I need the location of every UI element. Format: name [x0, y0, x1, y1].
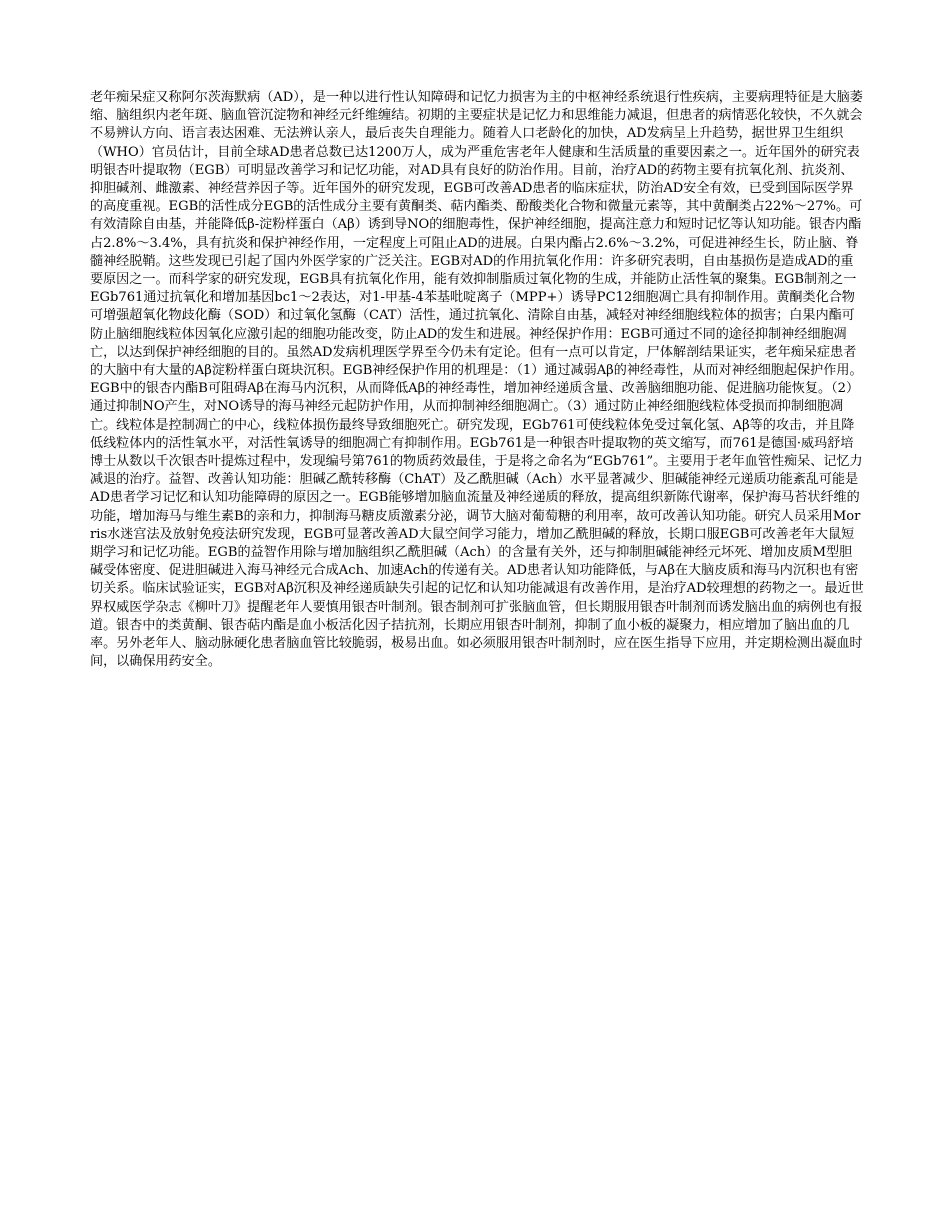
body-paragraph: 老年痴呆症又称阿尔茨海默病（AD），是一种以进行性认知障碍和记忆力损害为主的中枢神经系统退行性疾病，主要病理特征是大脑萎缩、脑组织内老年斑、脑血管沉淀物和神经元纤维缠结。初期的主要症状是记忆力和思维能力减退，但患者的病情恶化较快，不久就会不易辨认方向、语言表达困难、无法辨认亲人，最后丧失自理能力。随着人口老龄化的加快，AD发病呈上升趋势，据世界卫生组织（WHO）官员估计，目前全球AD患者总数已达1200万人，成为严重危害老年人健康和生活质量的重要因素之一。近年国外的研究表明银杏叶提取物（EGB）可明显改善学习和记忆功能，对AD具有良好的防治作用。目前，治疗AD的药物主要有抗氧化剂、抗炎剂、抑胆碱剂、雌激素、神经营养因子等。近年国外的研究发现，EGB可改善AD患者的临床症状，防治AD安全有效，已受到国际医学界的高度重视。EGB的活性成分EGB的活性成分主要有黄酮类、萜内酯类、酚酸类化合物和微量元素等，其中黄酮类占22%～27%。可有效清除自由基，并能降低β-淀粉样蛋白（Aβ）诱到导NO的细胞毒性，保护神经细胞，提高注意力和短时记忆等认知功能。银杏内酯占2.8%～3.4%，具有抗炎和保护神经作用，一定程度上可阻止AD的进展。白果内酯占2.6%～3.2%，可促进神经生长，防止脑、脊髓神经脱鞘。这些发现已引起了国内外医学家的广泛关注。EGB对AD的作用抗氧化作用：许多研究表明，自由基损伤是造成AD的重要原因之一。而科学家的研究发现，EGB具有抗氧化作用，能有效抑制脂质过氧化物的生成，并能防止活性氧的聚集。EGB制剂之一EGb761通过抗氧化和增加基因bc1～2表达，对1-甲基-4苯基吡啶离子（MPP+）诱导PC12细胞凋亡具有抑制作用。黄酮类化合物可增强超氧化物歧化酶（SOD）和过氧化氢酶（CAT）活性，通过抗氧化、清除自由基，减轻对神经细胞线粒体的损害；白果内酯可防止脑细胞线粒体因氧化应激引起的细胞功能改变，防止AD的发生和进展。神经保护作用：EGB可通过不同的途径抑制神经细胞凋亡，以达到保护神经细胞的目的。虽然AD发病机理医学界至今仍未有定论。但有一点可以肯定，尸体解剖结果证实，老年痴呆症患者的大脑中有大量的Aβ淀粉样蛋白斑块沉积。EGB神经保护作用的机理是：（1）通过减弱Aβ的神经毒性，从而对神经细胞起保护作用。EGB中的银杏内酯B可阻碍Aβ在海马内沉积，从而降低Aβ的神经毒性，增加神经递质含量、改善脑细胞功能、促进脑功能恢复。（2）通过抑制NO产生，对NO诱导的海马神经元起防护作用，从而抑制神经细胞凋亡。（3）通过防止神经细胞线粒体受损而抑制细胞凋亡。线粒体是控制凋亡的中心，线粒体损伤最终导致细胞死亡。研究发现，EGb761可使线粒体免受过氧化氢、Aβ等的攻击，并且降低线粒体内的活性氧水平，对活性氧诱导的细胞凋亡有抑制作用。EGb761是一种银杏叶提取物的英文缩写，而761是德国·威玛舒培博士从数以千次银杏叶提炼过程中，发现编号第761的物质药效最佳，于是将之命名为“EGb761”。主要用于老年血管性痴呆、记忆力减退的治疗。益智、改善认知功能：胆碱乙酰转移酶（ChAT）及乙酰胆碱（Ach）水平显著减少、胆碱能神经元递质功能紊乱可能是AD患者学习记忆和认知功能障碍的原因之一。EGB能够增加脑血流量及神经递质的释放，提高组织新陈代谢率，保护海马苔状纤维的功能，增加海马与维生素B的亲和力，抑制海马糖皮质激素分泌，调节大脑对葡萄糖的利用率，故可改善认知功能。研究人员采用Morris水迷宫法及放射免疫法研究发现，EGB可显著改善AD大鼠空间学习能力，增加乙酰胆碱的释放，长期口服EGB可改善老年大鼠短期学习和记忆功能。EGB的益智作用除与增加脑组织乙酰胆碱（Ach）的含量有关外，还与抑制胆碱能神经元坏死、增加皮质M型胆碱受体密度、促进胆碱进入海马神经元合成Ach、加速Ach的传递有关。AD患者认知功能降低，与Aβ在大脑皮质和海马内沉积也有密切关系。临床试验证实，EGB对Aβ沉积及神经递质缺失引起的记忆和认知功能减退有改善作用，是治疗AD较理想的药物之一。最近世界权威医学杂志《柳叶刀》提醒老年人要慎用银杏叶制剂。银杏制剂可扩张脑血管，但长期服用银杏叶制剂而诱发脑出血的病例也有报道。银杏中的类黄酮、银杏萜内酯是血小板活化因子拮抗剂，长期应用银杏叶制剂，抑制了血小板的凝聚力，相应增加了脑出血的几率。另外老年人、脑动脉硬化患者脑血管比较脆弱，极易出血。如必须服用银杏叶制剂时，应在医生指导下应用，并定期检测出凝血时间，以确保用药安全。 — [90, 90, 864, 670]
